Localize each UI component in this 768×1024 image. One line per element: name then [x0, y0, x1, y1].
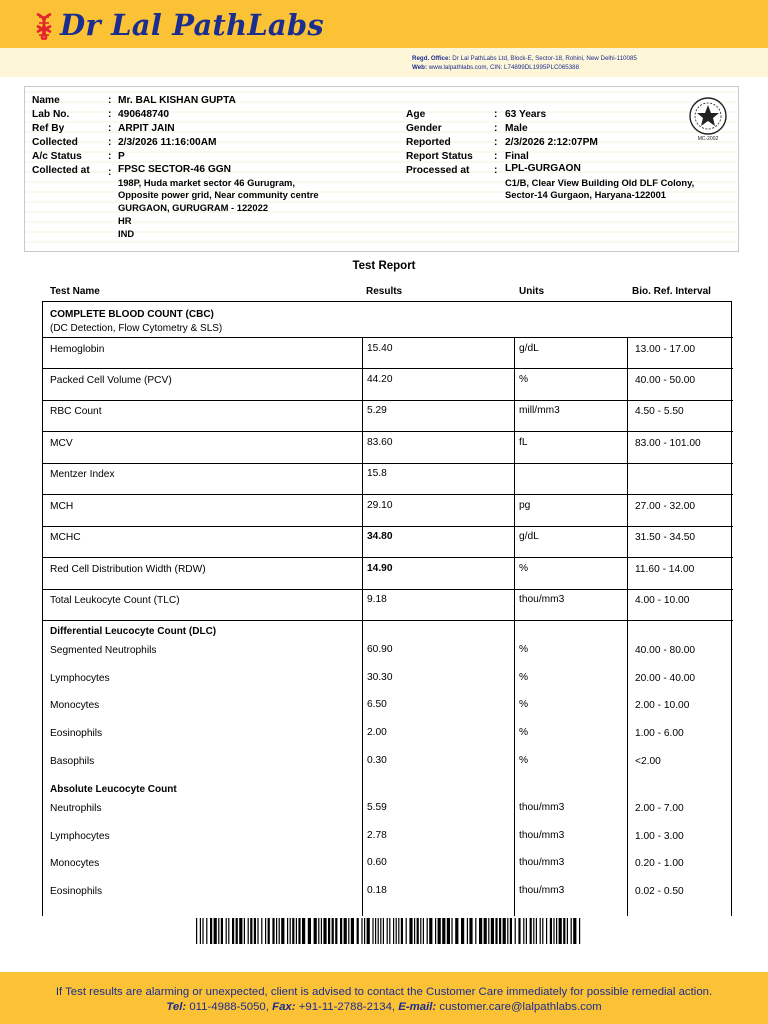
value-report-status: Final	[505, 151, 529, 162]
test-unit: g/dL	[519, 531, 539, 542]
barcode-bar	[518, 918, 520, 944]
collected-at-address-line: HR	[118, 215, 132, 226]
barcode-bar	[228, 918, 229, 944]
barcode-bar	[244, 918, 245, 944]
value-gender: Male	[505, 123, 528, 134]
section-subtitle: (DC Detection, Flow Cytometry & SLS)	[50, 323, 223, 334]
barcode-bar	[526, 918, 527, 944]
barcode-bar	[250, 918, 252, 944]
barcode-bar	[406, 918, 407, 944]
barcode-bar	[540, 918, 541, 944]
test-name: Lymphocytes	[50, 831, 110, 842]
barcode-bar	[348, 918, 349, 944]
test-result: 15.40	[367, 343, 393, 354]
test-ref: 1.00 - 3.00	[635, 831, 684, 842]
label-reported: Reported	[406, 137, 451, 148]
row-divider	[42, 589, 733, 590]
test-result-abnormal: 34.80	[367, 531, 393, 542]
test-unit: mill/mm3	[519, 405, 560, 416]
barcode-bar	[573, 918, 576, 944]
accreditation-seal-icon	[687, 96, 729, 142]
barcode-bar	[435, 918, 436, 944]
barcode-bar	[423, 918, 424, 944]
test-unit: %	[519, 374, 529, 385]
web-text: www.lalpathlabs.com, CIN: L74899DL1995PLC065388	[428, 64, 580, 71]
test-result: 9.18	[367, 594, 387, 605]
barcode-bar	[567, 918, 568, 944]
test-ref: 1.00 - 6.00	[635, 728, 684, 739]
barcode-bar	[475, 918, 476, 944]
web-label: Web:	[412, 64, 428, 71]
section-title: COMPLETE BLOOD COUNT (CBC)	[50, 309, 214, 320]
test-ref: 40.00 - 80.00	[635, 645, 696, 656]
column-divider	[627, 337, 628, 916]
alc-title: Absolute Leucocyte Count	[50, 784, 177, 795]
barcode-bar	[420, 918, 421, 944]
label-age: Age	[406, 109, 426, 120]
test-ref: 83.00 - 101.00	[635, 438, 701, 449]
barcode-bar	[335, 918, 337, 944]
barcode-bar	[542, 918, 543, 944]
header-results: Results	[366, 286, 403, 297]
barcode-bar	[417, 918, 419, 944]
barcode-bar	[442, 918, 445, 944]
seal-text: MC-2002	[697, 136, 719, 142]
barcode-bar	[296, 918, 297, 944]
footer-band	[0, 972, 768, 1024]
barcode-bar	[214, 918, 217, 944]
test-ref: 2.00 - 7.00	[635, 803, 684, 814]
tel-value: 011-4988-5050,	[189, 1001, 269, 1013]
barcode-bar	[298, 918, 300, 944]
value-age: 63 Years	[505, 109, 547, 120]
barcode-bar	[488, 918, 489, 944]
test-name: Mentzer Index	[50, 469, 115, 480]
test-unit: %	[519, 563, 529, 574]
test-result: 6.50	[367, 699, 387, 710]
collected-at-address-line: Opposite power grid, Near community centre	[118, 189, 319, 200]
label-processed-at: Processed at	[406, 165, 470, 176]
barcode-bar	[248, 918, 249, 944]
barcode-bar	[279, 918, 280, 944]
colon: :	[108, 151, 112, 162]
barcode-bar	[484, 918, 487, 944]
barcode-bar	[261, 918, 262, 944]
value-collected-at: FPSC SECTOR-46 GGN	[118, 164, 232, 175]
barcode-bar	[265, 918, 266, 944]
barcode-bar	[389, 918, 390, 944]
collected-at-address-line: IND	[118, 228, 135, 239]
test-name: Eosinophils	[50, 728, 103, 739]
label-gender: Gender	[406, 123, 442, 134]
barcode-bar	[467, 918, 468, 944]
barcode-bar	[469, 918, 472, 944]
label-ac-status: A/c Status	[32, 151, 82, 162]
registered-office	[412, 54, 637, 72]
test-unit: %	[519, 755, 529, 766]
barcode-bar	[292, 918, 294, 944]
barcode-bar	[239, 918, 242, 944]
fax-value: +91-11-2788-2134,	[298, 1001, 396, 1013]
label-lab-no: Lab No.	[32, 109, 70, 120]
test-unit: thou/mm3	[519, 802, 565, 813]
barcode-bar	[364, 918, 365, 944]
barcode-bar	[461, 918, 464, 944]
barcode-bar	[499, 918, 501, 944]
report-title: Test Report	[352, 260, 416, 272]
row-divider	[42, 557, 733, 558]
barcode-bar	[550, 918, 552, 944]
value-reported: 2/3/2026 2:12:07PM	[505, 137, 598, 148]
barcode-bar	[281, 918, 284, 944]
test-result: 0.60	[367, 857, 387, 868]
value-lab-no: 490648740	[118, 109, 169, 120]
test-name: Red Cell Distribution Width (RDW)	[50, 564, 206, 575]
test-unit: thou/mm3	[519, 857, 565, 868]
footer-contact	[0, 1001, 768, 1013]
barcode-bar	[232, 918, 234, 944]
test-ref: 13.00 - 17.00	[635, 344, 696, 355]
barcode-bar	[553, 918, 554, 944]
barcode-bar	[401, 918, 403, 944]
test-name: Basophils	[50, 756, 95, 767]
colon: :	[494, 165, 498, 176]
test-result: 5.59	[367, 802, 387, 813]
test-name: Packed Cell Volume (PCV)	[50, 375, 172, 386]
header-units: Units	[519, 286, 544, 297]
barcode-bar	[302, 918, 305, 944]
test-ref: 0.20 - 1.00	[635, 858, 684, 869]
test-name: RBC Count	[50, 406, 102, 417]
row-divider	[42, 431, 733, 432]
test-ref: 2.00 - 10.00	[635, 700, 690, 711]
barcode-bar	[414, 918, 415, 944]
collected-at-address-line: GURGAON, GURUGRAM - 122022	[118, 202, 269, 213]
barcode-bar	[332, 918, 334, 944]
test-result: 60.90	[367, 644, 393, 655]
test-name: Neutrophils	[50, 803, 102, 814]
column-divider	[514, 337, 515, 916]
barcode-bar	[287, 918, 288, 944]
regd-text: Dr Lal PathLabs Ltd, Block-E, Sector-18, Rohini, New Delhi-110085	[452, 55, 637, 62]
test-name: Lymphocytes	[50, 673, 110, 684]
test-unit: thou/mm3	[519, 594, 565, 605]
barcode-bar	[556, 918, 557, 944]
test-name: Hemoglobin	[50, 344, 105, 355]
header-test-name: Test Name	[50, 286, 100, 297]
test-ref: <2.00	[635, 756, 661, 767]
barcode-bar	[579, 918, 580, 944]
barcode-bar	[409, 918, 412, 944]
value-ac-status: P	[118, 151, 125, 162]
processed-at-address-line: Sector-14 Gurgaon, Haryana-122001	[505, 189, 667, 200]
barcode-bar	[218, 918, 219, 944]
barcode-bar	[226, 918, 227, 944]
value-ref-by: ARPIT JAIN	[118, 123, 175, 134]
test-name: MCV	[50, 438, 73, 449]
test-result: 29.10	[367, 500, 393, 511]
test-unit: %	[519, 672, 529, 683]
barcode-bar	[314, 918, 317, 944]
row-divider	[42, 526, 733, 527]
barcode-bar	[380, 918, 381, 944]
test-ref: 31.50 - 34.50	[635, 532, 696, 543]
barcode-bar	[340, 918, 342, 944]
colon: :	[494, 151, 498, 162]
barcode-bar	[491, 918, 494, 944]
barcode-bar	[236, 918, 238, 944]
test-name: MCH	[50, 501, 74, 512]
test-result: 83.60	[367, 437, 393, 448]
test-name: MCHC	[50, 532, 81, 543]
barcode-bar	[438, 918, 441, 944]
barcode-bar	[323, 918, 326, 944]
tel-label: Tel:	[166, 1001, 187, 1013]
test-unit: %	[519, 727, 529, 738]
row-divider	[42, 400, 733, 401]
barcode-bar	[202, 918, 203, 944]
colon: :	[108, 109, 112, 120]
barcode-bar	[546, 918, 547, 944]
barcode-bar	[503, 918, 506, 944]
email-value: customer.care@lalpathlabs.com	[439, 1001, 602, 1013]
value-collected: 2/3/2026 11:16:00AM	[118, 137, 217, 148]
barcode-bar	[398, 918, 399, 944]
colon: :	[494, 123, 498, 134]
value-processed-at: LPL-GURGAON	[505, 163, 581, 174]
test-ref: 4.00 - 10.00	[635, 595, 690, 606]
footer-notice: If Test results are alarming or unexpected, client is advised to contact the Customer Care immediately for possible remedial action.	[55, 986, 713, 998]
brand-logo-text: Dr Lal PathLabs	[60, 8, 324, 42]
barcode-bar	[375, 918, 376, 944]
test-unit: fL	[519, 437, 528, 448]
barcode-bar	[257, 918, 258, 944]
test-ref: 0.02 - 0.50	[635, 886, 684, 897]
test-ref: 4.50 - 5.50	[635, 406, 684, 417]
test-unit: thou/mm3	[519, 885, 565, 896]
test-unit: thou/mm3	[519, 830, 565, 841]
row-divider	[42, 368, 733, 369]
barcode-bar	[523, 918, 524, 944]
barcode-bar	[507, 918, 508, 944]
processed-at-address-line: C1/B, Clear View Building Old DLF Colony,	[505, 177, 695, 188]
barcode-bar	[268, 918, 270, 944]
fax-label: Fax:	[272, 1001, 296, 1013]
label-collected: Collected	[32, 137, 78, 148]
email-label: E-mail:	[398, 1001, 437, 1013]
barcode-bar	[559, 918, 562, 944]
test-result: 2.78	[367, 830, 387, 841]
test-ref: 27.00 - 32.00	[635, 501, 696, 512]
value-name: Mr. BAL KISHAN GUPTA	[118, 95, 236, 106]
row-divider	[42, 337, 733, 338]
barcode-bar	[361, 918, 362, 944]
barcode-bar	[383, 918, 384, 944]
test-ref: 11.60 - 14.00	[635, 564, 695, 575]
test-result: 2.00	[367, 727, 387, 738]
barcode	[196, 918, 582, 944]
barcode-bar	[515, 918, 516, 944]
barcode-bar	[387, 918, 388, 944]
test-name: Monocytes	[50, 700, 100, 711]
barcode-bar	[200, 918, 201, 944]
test-name: Eosinophils	[50, 886, 103, 897]
test-result-abnormal: 14.90	[367, 563, 393, 574]
colon: :	[494, 109, 498, 120]
barcode-bar	[254, 918, 256, 944]
barcode-bar	[396, 918, 397, 944]
barcode-bar	[393, 918, 394, 944]
colon: :	[108, 137, 112, 148]
header-subband	[0, 48, 768, 77]
colon: :	[108, 95, 112, 106]
results-table	[42, 301, 732, 916]
label-collected-at: Collected at	[32, 165, 90, 176]
row-divider	[42, 620, 733, 621]
test-name: Monocytes	[50, 858, 100, 869]
test-result: 5.29	[367, 405, 387, 416]
barcode-bar	[328, 918, 330, 944]
dlc-title: Differential Leucocyte Count (DLC)	[50, 626, 217, 637]
barcode-bar	[451, 918, 452, 944]
test-name: Segmented Neutrophils	[50, 645, 157, 656]
barcode-bar	[367, 918, 370, 944]
header-bio-ref: Bio. Ref. Interval	[632, 286, 711, 297]
collected-at-address-line: 198P, Huda market sector 46 Gurugram,	[118, 177, 295, 188]
barcode-bar	[495, 918, 497, 944]
label-report-status: Report Status	[406, 151, 473, 162]
test-ref: 20.00 - 40.00	[635, 673, 696, 684]
barcode-bar	[272, 918, 274, 944]
test-result: 15.8	[367, 468, 387, 479]
barcode-bar	[378, 918, 379, 944]
barcode-bar	[536, 918, 537, 944]
barcode-bar	[276, 918, 277, 944]
test-unit: g/dL	[519, 343, 539, 354]
test-ref: 40.00 - 50.00	[635, 375, 696, 386]
barcode-bar	[455, 918, 458, 944]
colon: :	[108, 167, 112, 178]
barcode-bar	[571, 918, 572, 944]
regd-label: Regd. Office:	[412, 55, 451, 62]
barcode-bar	[351, 918, 354, 944]
label-name: Name	[32, 95, 60, 106]
barcode-bar	[210, 918, 212, 944]
barcode-bar	[321, 918, 322, 944]
row-divider	[42, 494, 733, 495]
test-result: 0.18	[367, 885, 387, 896]
barcode-bar	[563, 918, 565, 944]
barcode-bar	[533, 918, 534, 944]
label-ref-by: Ref By	[32, 123, 65, 134]
barcode-bar	[479, 918, 482, 944]
barcode-bar	[372, 918, 373, 944]
barcode-bar	[357, 918, 359, 944]
test-result: 30.30	[367, 672, 393, 683]
test-result: 44.20	[367, 374, 393, 385]
column-divider	[362, 337, 363, 916]
test-unit: pg	[519, 500, 531, 511]
barcode-bar	[510, 918, 512, 944]
barcode-bar	[308, 918, 311, 944]
test-unit: %	[519, 644, 529, 655]
barcode-bar	[427, 918, 428, 944]
barcode-bar	[221, 918, 223, 944]
colon: :	[108, 123, 112, 134]
barcode-bar	[530, 918, 532, 944]
test-unit: %	[519, 699, 529, 710]
colon: :	[494, 137, 498, 148]
barcode-bar	[206, 918, 207, 944]
dna-logo-icon	[34, 12, 54, 40]
barcode-bar	[429, 918, 432, 944]
test-result: 0.30	[367, 755, 387, 766]
barcode-bar	[447, 918, 450, 944]
barcode-bar	[318, 918, 319, 944]
test-name: Total Leukocyte Count (TLC)	[50, 595, 180, 606]
barcode-bar	[290, 918, 291, 944]
row-divider	[42, 463, 733, 464]
barcode-bar	[196, 918, 197, 944]
letterhead	[0, 0, 768, 77]
barcode-bar	[344, 918, 347, 944]
